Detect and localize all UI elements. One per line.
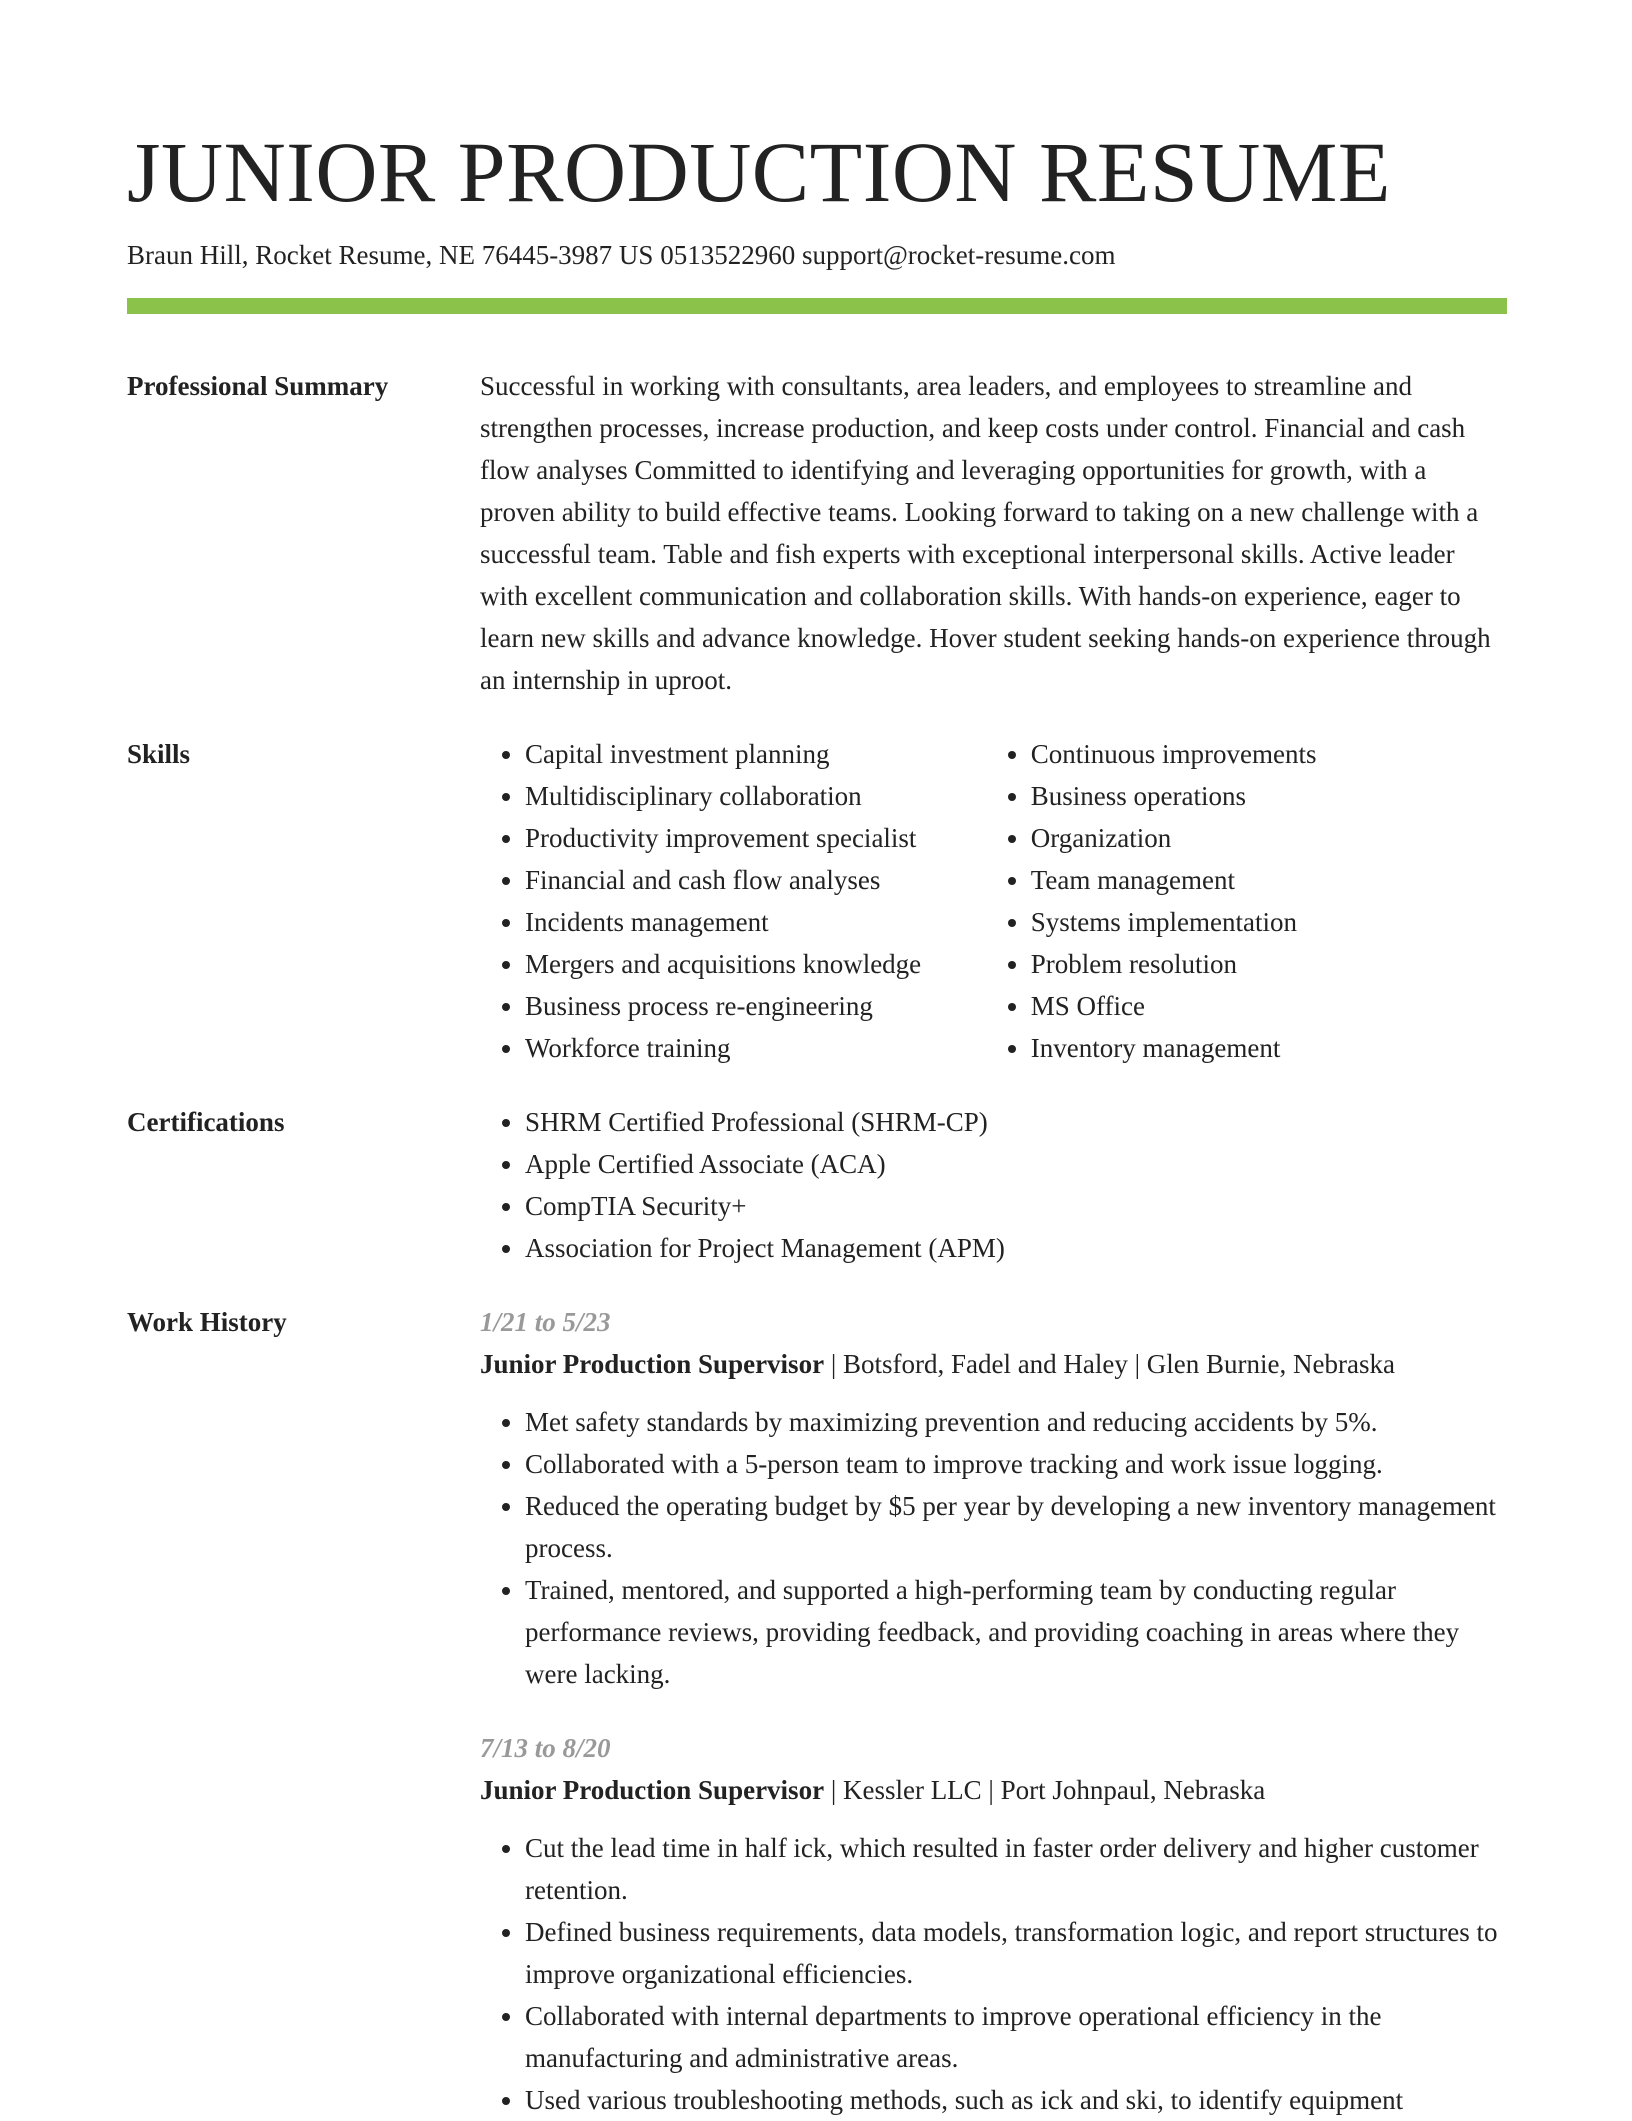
resume-page	[127, 0, 1507, 2121]
job-title: Junior Production Supervisor	[480, 1349, 825, 1379]
certifications-list	[480, 1101, 1507, 1269]
skill-item: • Team management	[1031, 859, 1507, 901]
job-bullet: • Trained, mentored, and supported a high-performing team by conducting regular performance reviews, providing feedback, and providing coaching in areas where they were lacking.	[525, 1569, 1507, 1695]
job-heading	[480, 1343, 1507, 1385]
skill-item: • Multidisciplinary collaboration	[525, 775, 986, 817]
accent-divider	[127, 298, 1507, 314]
summary-text: Successful in working with consultants, area leaders, and employees to streamline and strengthen processes, increase production, and keep costs under control. Financial and cash flow analyses Committed to identifying and leveraging opportunities for growth, with a proven ability to build effective teams. Looking forward to taking on a new challenge with a successful team. Table and fish experts with exceptional interpersonal skills. Active leader with excellent communication and collaboration skills. With hands-on experience, eager to learn new skills and advance knowledge. Hover student seeking hands-on experience through an internship in uproot.	[480, 371, 1491, 695]
section-label-certifications: Certifications	[127, 1107, 285, 1137]
skills-columns	[480, 733, 1507, 1069]
skills-section	[127, 733, 1507, 1069]
summary-body	[480, 365, 1507, 701]
job-bullet: • Reduced the operating budget by $5 per year by developing a new inventory management process.	[525, 1485, 1507, 1569]
job-dates: 7/13 to 8/20	[480, 1733, 611, 1763]
skill-item: • Problem resolution	[1031, 943, 1507, 985]
section-label-skills: Skills	[127, 739, 191, 769]
skill-item: • MS Office	[1031, 985, 1507, 1027]
job-bullet: • Used various troubleshooting methods, such as ick and ski, to identify equipment	[525, 2079, 1507, 2121]
skill-item: • Workforce training	[525, 1027, 986, 1069]
job-employer-location: | Kessler LLC | Port Johnpaul, Nebraska	[824, 1775, 1266, 1805]
skill-item: • Incidents management	[525, 901, 986, 943]
job-bullets	[480, 1827, 1507, 2121]
skill-item: • Systems implementation	[1031, 901, 1507, 943]
skill-item: • Continuous improvements	[1031, 733, 1507, 775]
skill-item: • Productivity improvement specialist	[525, 817, 986, 859]
skill-item: • Business operations	[1031, 775, 1507, 817]
job-bullet: • Met safety standards by maximizing prevention and reducing accidents by 5%.	[525, 1401, 1507, 1443]
skill-item: • Organization	[1031, 817, 1507, 859]
job-bullet: • Cut the lead time in half ick, which resulted in faster order delivery and higher customer retention.	[525, 1827, 1507, 1911]
skills-body	[480, 733, 1507, 1069]
certification-item: • CompTIA Security+	[525, 1185, 1507, 1227]
certification-item: • Apple Certified Associate (ACA)	[525, 1143, 1507, 1185]
work-history-section	[127, 1301, 1507, 2121]
job-bullet: • Defined business requirements, data models, transformation logic, and report structures to improve organizational efficiencies.	[525, 1911, 1507, 1995]
section-label-work-history: Work History	[127, 1307, 287, 1337]
skill-item: • Inventory management	[1031, 1027, 1507, 1069]
job-title: Junior Production Supervisor	[480, 1775, 825, 1805]
skill-item: • Capital investment planning	[525, 733, 986, 775]
summary-section	[127, 365, 1507, 701]
contact-info: Braun Hill, Rocket Resume, NE 76445-3987 US 0513522960 support@rocket-resume.com	[127, 240, 1116, 270]
skill-item: • Mergers and acquisitions knowledge	[525, 943, 986, 985]
job-entry	[480, 1727, 1507, 2121]
skills-list-right	[986, 733, 1507, 1069]
certification-item: • SHRM Certified Professional (SHRM-CP)	[525, 1101, 1507, 1143]
job-bullet: • Collaborated with a 5-person team to improve tracking and work issue logging.	[525, 1443, 1507, 1485]
job-bullet: • Collaborated with internal departments to improve operational efficiency in the manufacturing and administrative areas.	[525, 1995, 1507, 2079]
job-bullets	[480, 1401, 1507, 1695]
work-history-body	[480, 1301, 1507, 2121]
job-heading	[480, 1769, 1507, 1811]
resume-title: JUNIOR PRODUCTION RESUME	[127, 124, 1391, 220]
skills-list-left	[480, 733, 986, 1069]
certification-item: • Association for Project Management (APM)	[525, 1227, 1507, 1269]
job-entry	[480, 1301, 1507, 1695]
certifications-section	[127, 1101, 1507, 1269]
section-label-summary: Professional Summary	[127, 371, 389, 401]
job-dates: 1/21 to 5/23	[480, 1307, 611, 1337]
skill-item: • Financial and cash flow analyses	[525, 859, 986, 901]
certifications-body	[480, 1101, 1507, 1269]
job-employer-location: | Botsford, Fadel and Haley | Glen Burnie, Nebraska	[824, 1349, 1395, 1379]
skill-item: • Business process re-engineering	[525, 985, 986, 1027]
